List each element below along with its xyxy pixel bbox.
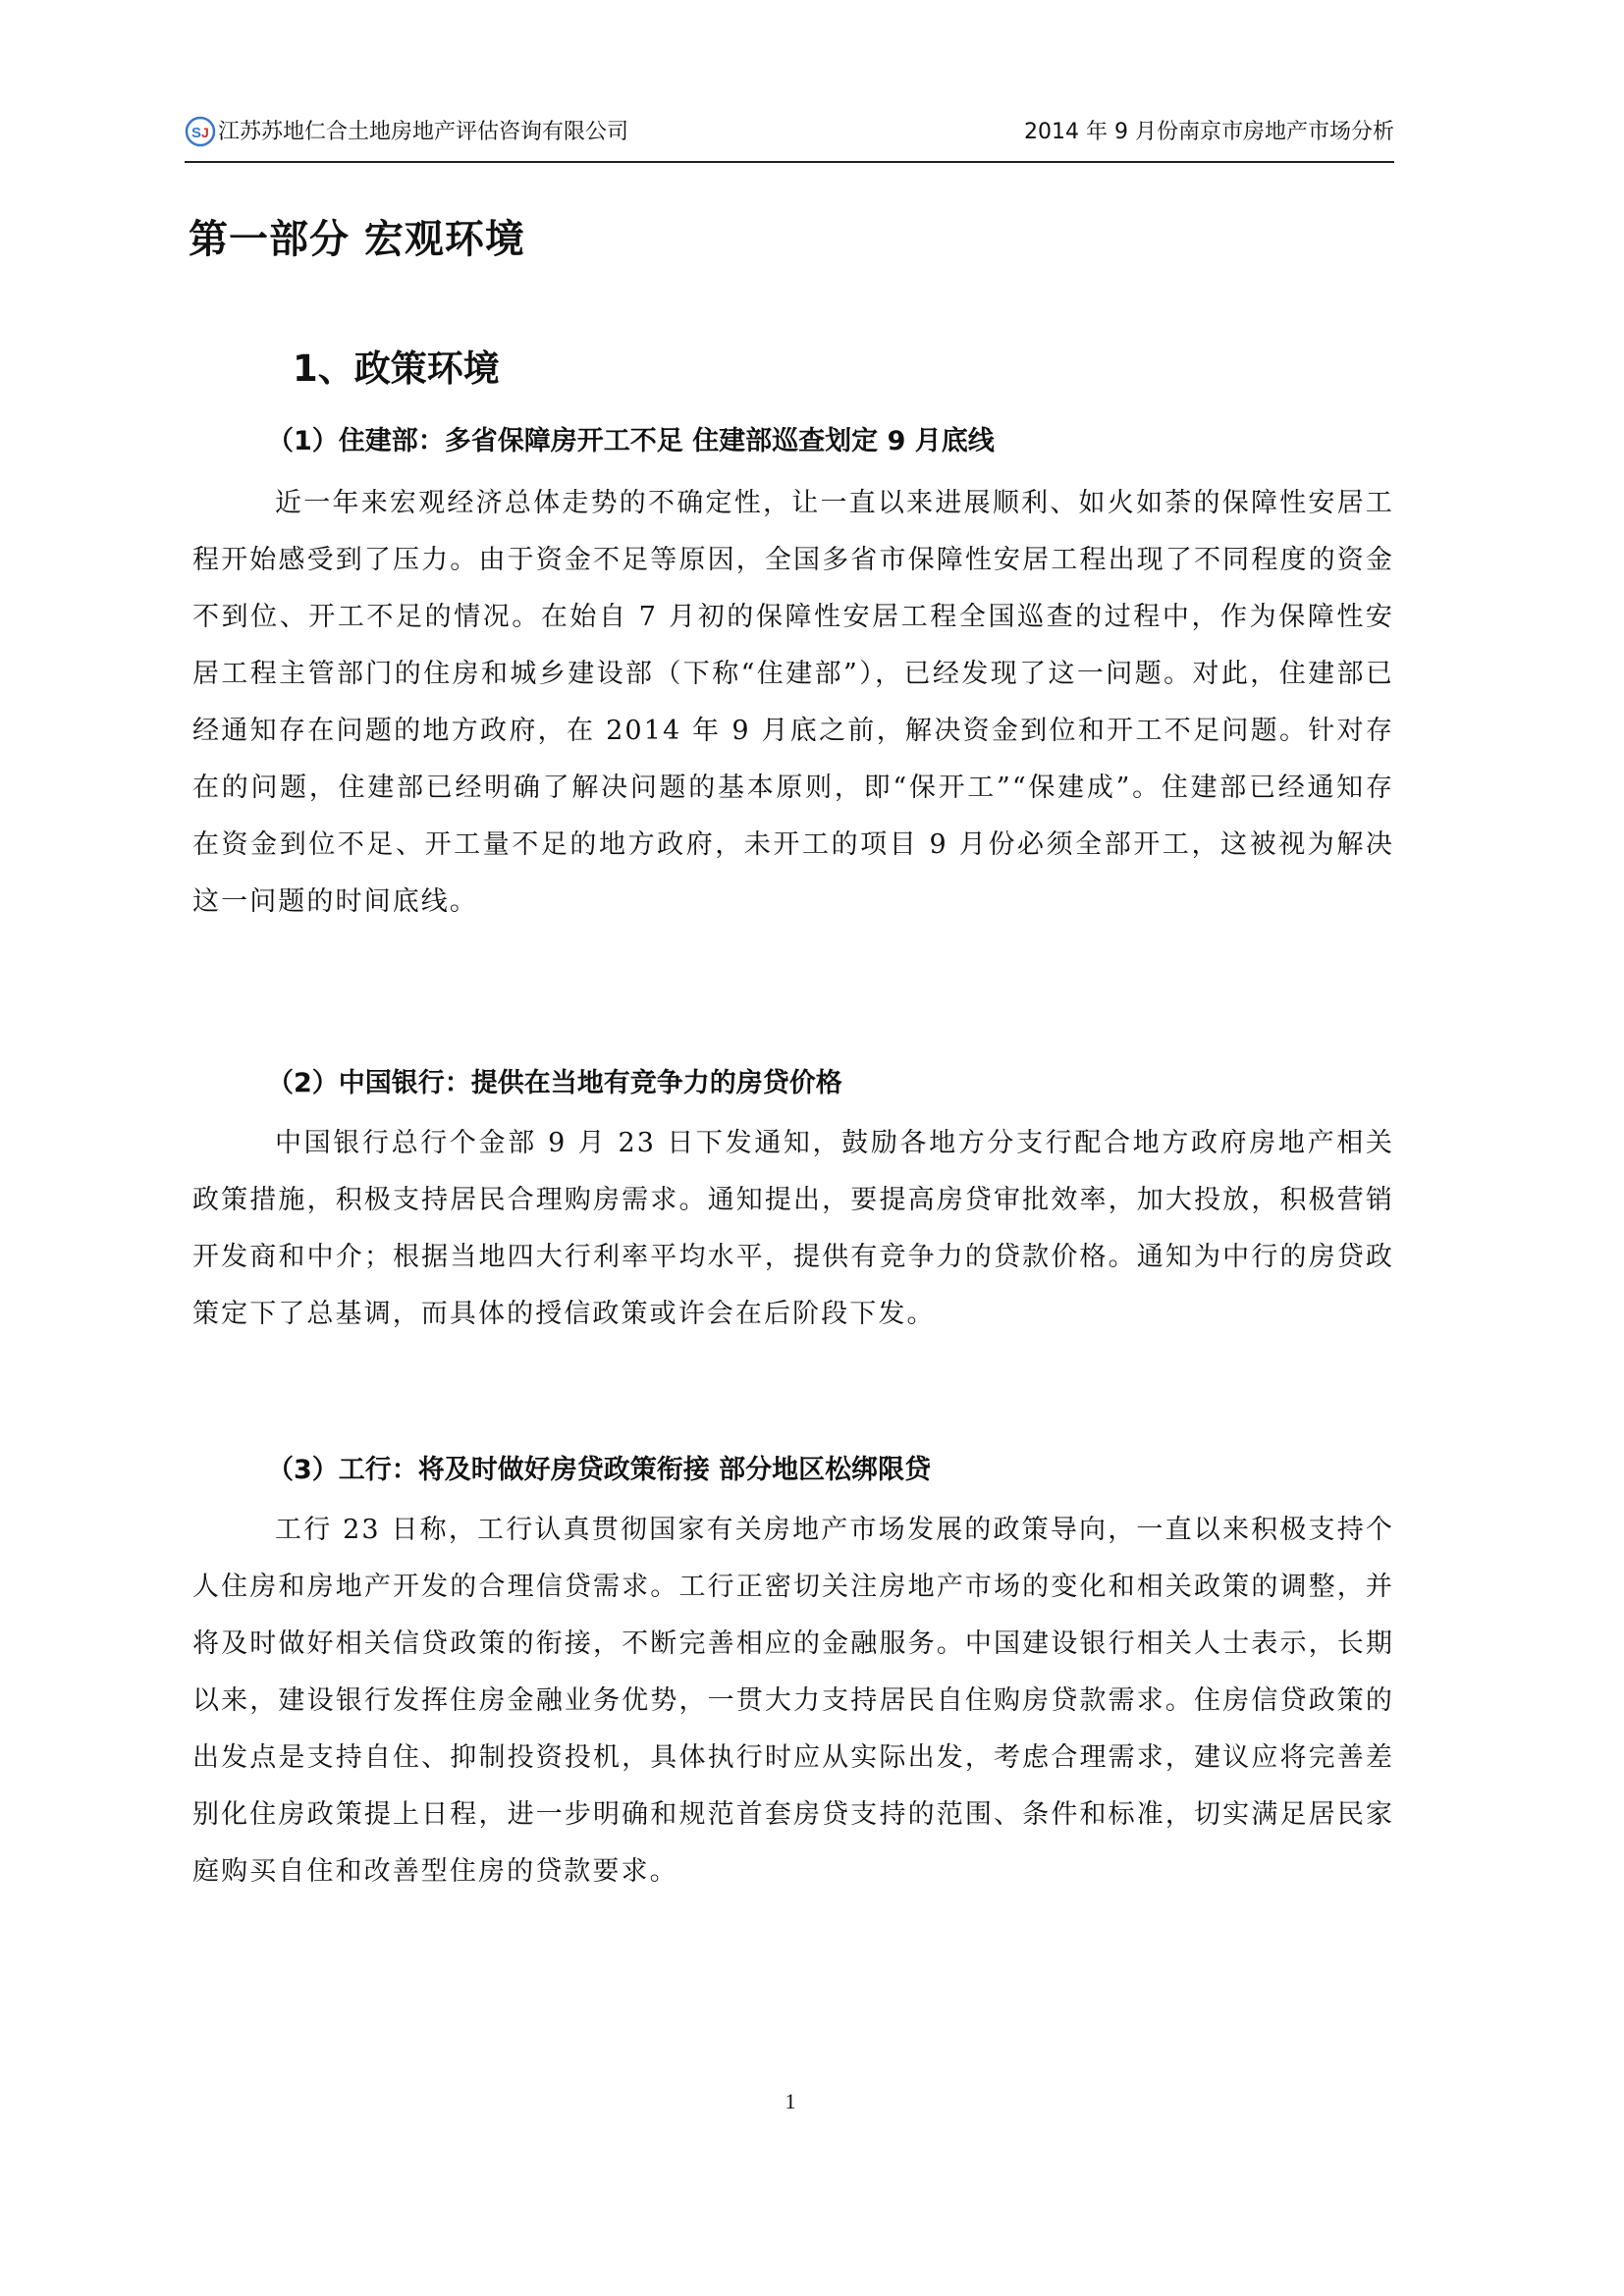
document-title: 2014 年 9 月份南京市房地产市场分析	[1024, 120, 1394, 144]
subsection-paragraph-1: 近一年来宏观经济总体走势的不确定性，让一直以来进展顺利、如火如荼的保障性安居工程开始感受到了压力。由于资金不足等原因，全国多省市保障性安居工程出现了不同程度的资金不到位、开工不足的情况。在始自 7 月初的保障性安居工程全国巡查的过程中，作为保障性安居工程主管部门的住房和城乡建设部（下称“住建部”），已经发现了这一问题。对此，住建部已经通知存在问题的地方政府，在 2014 年 9 月底之前，解决资金到位和开工不足问题。针对存在的问题，住建部已经明确了解决问题的基本原则，即“保开工”“保建成”。住建部已经通知存在资金到位不足、开工量不足的地方政府，未开工的项目 9 月份必须全部开工，这被视为解决这一问题的时间底线。	[192, 488, 1394, 917]
subsection-paragraph-2: 中国银行总行个金部 9 月 23 日下发通知，鼓励各地方分支行配合地方政府房地产相关政策措施，积极支持居民合理购房需求。通知提出，要提高房贷审批效率，加大投放，积极营销开发商和中介；根据当地四大行利率平均水平，提供有竞争力的贷款价格。通知为中行的房贷政策定下了总基调，而具体的授信政策或许会在后阶段下发。	[192, 1128, 1394, 1329]
company-name: 江苏苏地仁合土地房地产评估咨询有限公司	[218, 120, 629, 144]
company-logo-icon	[185, 116, 216, 147]
svg-text:S: S	[191, 125, 202, 141]
svg-text:J: J	[201, 125, 209, 140]
subsection-title-3: （3）工行：将及时做好房贷政策衔接 部分地区松绑限贷	[267, 1455, 932, 1485]
page-number: 1	[785, 2089, 796, 2113]
subsection-title-1: （1）住建部：多省保障房开工不足 住建部巡查划定 9 月底线	[267, 426, 995, 456]
subsection-title-2: （2）中国银行：提供在当地有竞争力的房贷价格	[267, 1068, 842, 1098]
subsection-paragraph-3: 工行 23 日称，工行认真贯彻国家有关房地产市场发展的政策导向，一直以来积极支持个人住房和房地产开发的合理信贷需求。工行正密切关注房地产市场的变化和相关政策的调整，并将及时做好相关信贷政策的衔接，不断完善相应的金融服务。中国建设银行相关人士表示，长期以来，建设银行发挥住房金融业务优势，一贯大力支持居民自住购房贷款需求。住房信贷政策的出发点是支持自住、抑制投资投机，具体执行时应从实际出发，考虑合理需求，建议应将完善差别化住房政策提上日程，进一步明确和规范首套房贷支持的范围、条件和标准，切实满足居民家庭购买自住和改善型住房的贷款要求。	[192, 1515, 1394, 1887]
page-header	[185, 116, 1394, 163]
part-title: 第一部分 宏观环境	[189, 216, 525, 262]
section-title: 1、政策环境	[293, 347, 500, 390]
